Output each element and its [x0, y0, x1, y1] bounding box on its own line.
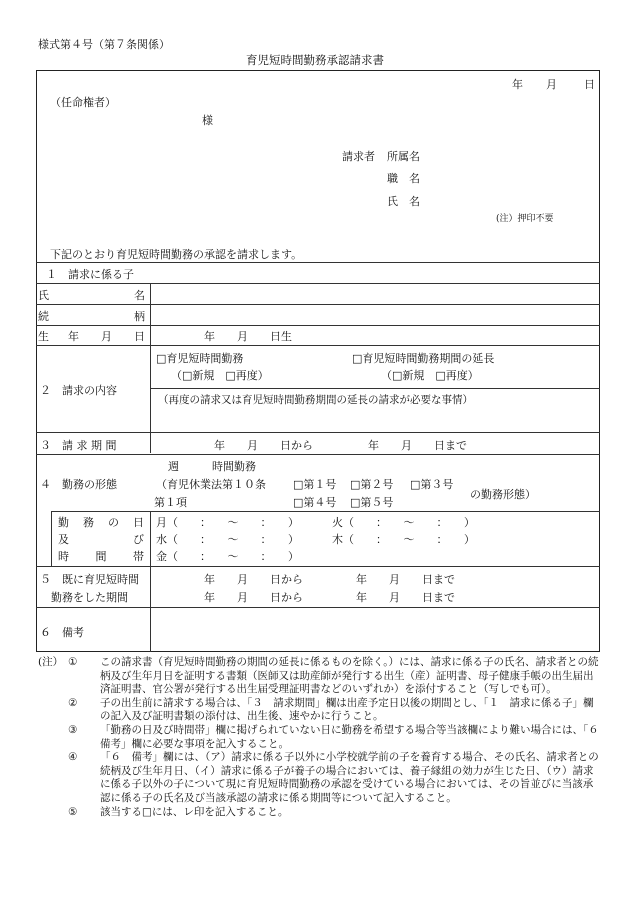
note-item: ② 子の出生前に請求する場合は、「３ 請求期間」欄は出産予定日以後の期間とし、「１ 請求に係る子」欄の記入及び証明書類の添付は、出生後、速やかに行うこと。 [68, 696, 594, 723]
child-name-field[interactable] [151, 284, 599, 304]
prior-period-2-to[interactable]: 年 月 日まで [356, 591, 455, 604]
option-extension-checkbox[interactable]: □育児短時間勤務期間の延長 [352, 352, 495, 365]
period-to[interactable]: 年 月 日まで [368, 439, 467, 452]
note-item: ③ 「勤務の日及び時間帯」欄に掲げられていない日に勤務を希望する場合等当該欄により難い場合には、「６ 備考」欄に必要な事項を記入すること。 [68, 723, 610, 750]
notes-header: (注） [38, 656, 64, 668]
form-suffix: の勤務形態） [470, 488, 536, 501]
item3-checkbox[interactable]: □第３号 [410, 478, 454, 491]
form-frame [36, 70, 600, 652]
prior-period-2-from[interactable]: 年 月 日から [204, 591, 303, 604]
child-name-label: 氏 [38, 289, 49, 302]
schedule-tue[interactable]: 火（ ： ～ ： ） [332, 516, 475, 529]
intro-text: 下記のとおり育児短時間勤務の承認を請求します。 [50, 248, 303, 261]
section5-title-line2: 勤務をした期間 [51, 591, 128, 604]
schedule-mon[interactable]: 月（ ： ～ ： ） [156, 516, 299, 529]
date-year[interactable]: 年 [512, 78, 523, 91]
section2-title: ２ 請求の内容 [40, 384, 117, 397]
note-item: ④ 「６ 備考」欄には、（ア）請求に係る子以外に小学校就学前の子を養育する場合、その氏名、請求者との続柄及び生年月日、（イ）請求に係る子が養子の場合においては、養子縁組の効力が生じた日、（ウ）請求に係る子以外の子について現に育児短時間勤務の承認を受けている場合においては、その旨並びに当該承認に係る子の氏名及び当該承認の請求に係る期間等について記入すること。 [68, 751, 599, 804]
item4-checkbox[interactable]: □第４号 [293, 496, 337, 509]
form-number: 様式第４号（第７条関係） [38, 38, 170, 51]
option-short-time-sub[interactable]: （□新規 □再度） [171, 369, 269, 382]
requester-position-label: 職 名 [387, 172, 420, 185]
child-relation-label: 続 [38, 310, 49, 323]
notes-section [38, 656, 610, 819]
clause-label: 第１項 [154, 496, 187, 509]
reason-note: （再度の請求又は育児短時間勤務期間の延長の請求が必要な事情） [158, 394, 473, 406]
child-birth-label: 生 [38, 330, 49, 343]
appointer-label: （任命権者） [50, 96, 116, 109]
child-birth-field[interactable]: 年 月 日生 [204, 330, 292, 343]
section5-title: ５ 既に育児短時間 [40, 573, 139, 586]
prior-period-1-to[interactable]: 年 月 日まで [356, 573, 455, 586]
item5-checkbox[interactable]: □第５号 [350, 496, 394, 509]
note-item: (注） ① この請求書（育児短時間勤務の期間の延長に係るものを除く。）には、請求に係る子の氏名、請求者との続柄及び生年月日を証明する書類（医師又は助産師が発行する出生（産）証明書、母子健康手帳の出生届出済証明書、官公署が発行する出生届受理証明書などのいずれか）を添付すること（写しでも可）。 [38, 656, 599, 696]
section1-title: １ 請求に係る子 [46, 268, 134, 281]
date-day[interactable]: 日 [584, 78, 595, 91]
prior-period-1-from[interactable]: 年 月 日から [204, 573, 303, 586]
weekly-hours[interactable]: 週 時間勤務 [168, 460, 256, 473]
law-reference: （育児休業法第１０条 [156, 478, 266, 491]
reason-field[interactable] [151, 406, 599, 431]
remarks-field[interactable] [151, 608, 599, 651]
item2-checkbox[interactable]: □第２号 [350, 478, 394, 491]
section4-title: ４ 勤務の形態 [40, 478, 117, 491]
schedule-wed[interactable]: 水（ ： ～ ： ） [156, 533, 299, 546]
requester-label: 請求者 [342, 150, 375, 163]
page-title: 育児短時間勤務承認請求書 [246, 53, 384, 67]
option-extension-sub[interactable]: （□新規 □再度） [381, 369, 479, 382]
option-short-time-checkbox[interactable]: □育児短時間勤務 [156, 352, 244, 365]
section6-title: ６ 備考 [40, 626, 84, 639]
schedule-fri[interactable]: 金（ ： ～ ： ） [156, 550, 299, 563]
date-month[interactable]: 月 [546, 78, 557, 91]
schedule-label: 勤 務 の 日 [58, 516, 144, 529]
child-relation-field[interactable] [151, 305, 599, 325]
note-item: ⑤ 該当する□には、レ印を記入すること。 [68, 805, 289, 818]
appointer-honorific: 様 [202, 114, 213, 127]
item1-checkbox[interactable]: □第１号 [293, 478, 337, 491]
requester-affiliation-label: 所属名 [387, 150, 420, 163]
requester-name-label: 氏 名 [387, 195, 420, 208]
period-from[interactable]: 年 月 日から [214, 439, 313, 452]
section3-title: ３ 請 求 期 間 [40, 439, 117, 452]
seal-note: (注）押印不要 [496, 214, 554, 224]
schedule-thu[interactable]: 木（ ： ～ ： ） [332, 533, 475, 546]
